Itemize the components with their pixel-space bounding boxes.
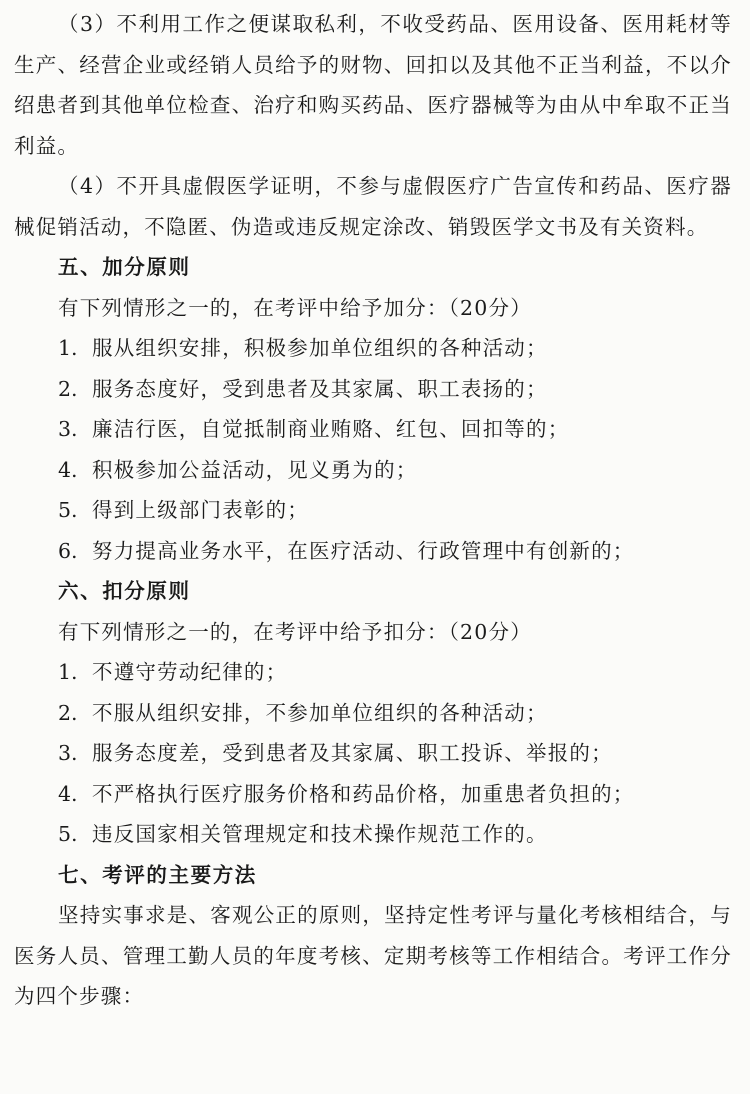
list-item-number: 3.	[58, 417, 78, 441]
list-item	[14, 652, 732, 693]
list-item-number: 1.	[58, 660, 78, 684]
list-item	[14, 450, 732, 491]
list-item	[14, 733, 732, 774]
list-item-number: 6.	[58, 538, 78, 563]
list-item-number: 5.	[58, 498, 78, 522]
paragraph-item-3: （3）不利用工作之便谋取私利，不收受药品、医用设备、医用耗材等生产、经营企业或经销人员给予的财物、回扣以及其他不正当利益，不以介绍患者到其他单位检查、治疗和购买药品、医疗器械等为由从中牟取不正当利益。	[14, 12, 732, 158]
list-item-number: 3.	[58, 741, 78, 765]
list-item	[14, 693, 732, 734]
list-item-number: 4.	[58, 457, 78, 482]
list-item-text: 积极参加公益活动，见义勇为的；	[92, 457, 418, 482]
list-item-text: 服从组织安排，积极参加单位组织的各种活动；	[92, 336, 548, 360]
list-item-text: 廉洁行医，自觉抵制商业贿赂、红包、回扣等的；	[92, 417, 570, 441]
list-item	[14, 814, 732, 855]
list-item-number: 4.	[58, 781, 78, 806]
list-item-number: 2.	[58, 376, 78, 401]
list-item	[14, 531, 732, 572]
section-heading-deduction-principles: 六、扣分原则	[58, 579, 191, 603]
list-item	[14, 774, 732, 815]
list-item	[14, 409, 732, 450]
list-item	[14, 328, 732, 369]
section-heading-evaluation-methods: 七、考评的主要方法	[58, 862, 257, 887]
bonus-list	[14, 328, 732, 571]
list-item-number: 5.	[58, 822, 78, 846]
list-item-text: 不严格执行医疗服务价格和药品价格，加重患者负担的；	[92, 781, 635, 806]
deduction-list	[14, 652, 732, 855]
list-item-text: 违反国家相关管理规定和技术操作规范工作的。	[92, 822, 548, 846]
list-item-text: 努力提高业务水平，在医疗活动、行政管理中有创新的；	[92, 538, 635, 563]
deduction-intro: 有下列情形之一的，在考评中给予扣分：（20分）	[58, 619, 532, 644]
list-item-text: 服务态度差，受到患者及其家属、职工投诉、举报的；	[92, 741, 613, 765]
section-heading-bonus-principles: 五、加分原则	[58, 255, 191, 279]
list-item-number: 1.	[58, 336, 78, 360]
list-item-text: 不遵守劳动纪律的；	[92, 660, 288, 684]
list-item	[14, 490, 732, 531]
list-item-number: 2.	[58, 700, 78, 725]
list-item-text: 得到上级部门表彰的；	[92, 498, 309, 522]
list-item-text: 服务态度好，受到患者及其家属、职工表扬的；	[92, 376, 548, 401]
paragraph-item-4: （4）不开具虚假医学证明，不参与虚假医疗广告宣传和药品、医疗器械促销活动，不隐匿、伪造或违反规定涂改、销毁医学文书及有关资料。	[14, 174, 732, 239]
list-item-text: 不服从组织安排，不参加单位组织的各种活动；	[92, 700, 548, 725]
list-item	[14, 369, 732, 410]
bonus-intro: 有下列情形之一的，在考评中给予加分：（20分）	[58, 295, 532, 320]
evaluation-methods-paragraph: 坚持实事求是、客观公正的原则，坚持定性考评与量化考核相结合，与医务人员、管理工勤人员的年度考核、定期考核等工作相结合。考评工作分为四个步骤：	[14, 903, 732, 1008]
